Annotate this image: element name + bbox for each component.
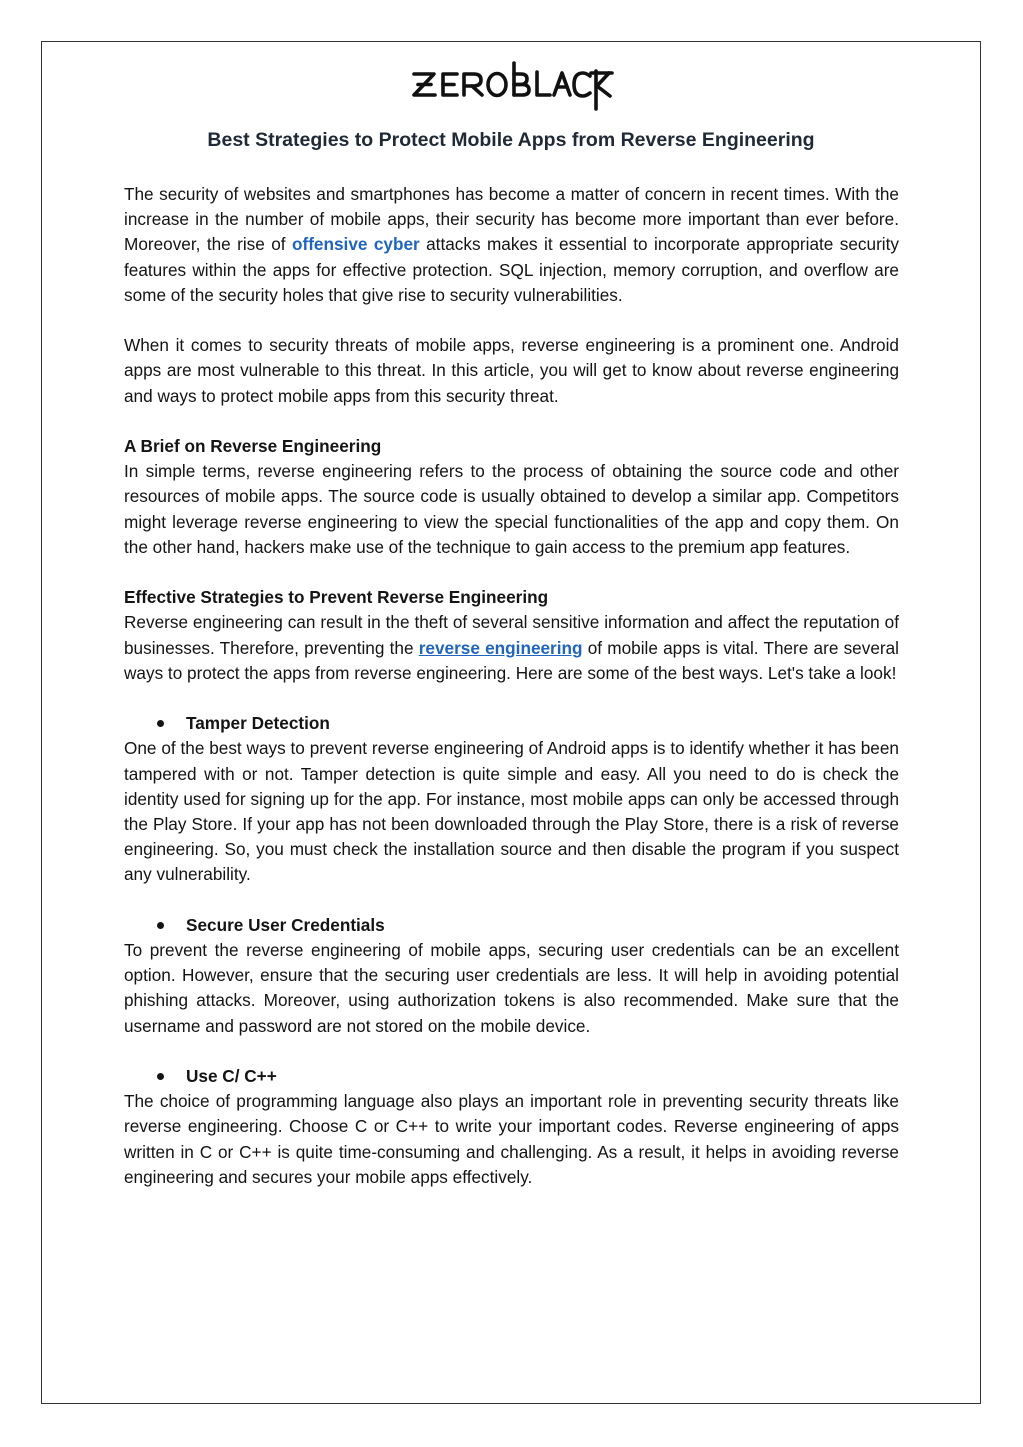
- zeroblack-logo-icon: [408, 58, 616, 114]
- bullet-heading-secure-credentials: [124, 913, 899, 938]
- strategies-text-before: Reverse engineering can result in the theft of several sensitive information and affect the reputation of businesses. Therefore, preventing the: [124, 612, 899, 658]
- bullet-icon: [157, 1073, 164, 1080]
- reverse-engineering-link[interactable]: reverse engineering: [418, 637, 583, 658]
- article-body: [124, 182, 899, 1190]
- offensive-cyber-link[interactable]: offensive cyber: [291, 234, 420, 255]
- strategies-text-after: of mobile apps is vital. There are several ways to protect the apps from reverse engineering. Here are some of the best ways. Let's take a look!: [124, 637, 899, 683]
- tamper-detection-paragraph: One of the best ways to prevent reverse engineering of Android apps is to identify whether it has been tampered with or not. Tamper detection is quite simple and easy. All you need to do is check the identity used for signing up for the app. For instance, most mobile apps can only be accessed through the Play Store. If your app has not been downloaded through the Play Store, there is a risk of reverse engineering. So, you must check the installation source and then disable the program if you suspect any vulnerability.: [124, 738, 899, 885]
- intro-paragraph-2: When it comes to security threats of mobile apps, reverse engineering is a prominent one. Android apps are most vulnerable to this threat. In this article, you will get to know about reverse engineering and ways to protect mobile apps from this security threat.: [124, 335, 899, 406]
- bullet-heading-label: Use C/ C++: [186, 1066, 277, 1087]
- intro-text-after: attacks makes it essential to incorporate appropriate security features within the apps for effective protection. SQL injection, memory corruption, and overflow are some of the security holes that give rise to security vulnerabilities.: [124, 234, 899, 305]
- bullet-heading-label: Secure User Credentials: [186, 914, 385, 935]
- bullet-icon: [157, 720, 164, 727]
- strategies-paragraph: [124, 610, 899, 686]
- intro-paragraph-1: [124, 182, 899, 308]
- section-heading-brief: A Brief on Reverse Engineering: [124, 436, 382, 456]
- brief-paragraph: In simple terms, reverse engineering refers to the process of obtaining the source code and other resources of mobile apps. The source code is usually obtained to develop a similar app. Competitors might leverage reverse engineering to view the special functionalities of the app and copy them. On the other hand, hackers make use of the technique to gain access to the premium app features.: [124, 461, 899, 557]
- section-heading-strategies: Effective Strategies to Prevent Reverse Engineering: [124, 587, 549, 608]
- use-c-cpp-paragraph: The choice of programming language also plays an important role in preventing security threats like reverse engineering. Choose C or C++ to write your important codes. Reverse engineering of apps written in C or C++ is quite time-consuming and challenging. As a result, it helps in avoiding reverse engineering and secures your mobile apps effectively.: [124, 1091, 899, 1187]
- bullet-heading-tamper-detection: [124, 711, 899, 736]
- secure-credentials-paragraph: To prevent the reverse engineering of mobile apps, securing user credentials can be an excellent option. However, ensure that the securing user credentials are less. It will help in avoiding potential phishing attacks. Moreover, using authorization tokens is also recommended. Make sure that the username and password are not stored on the mobile device.: [124, 940, 899, 1036]
- bullet-icon: [157, 922, 164, 929]
- bullet-heading-use-c-cpp: [124, 1064, 899, 1089]
- bullet-heading-label: Tamper Detection: [186, 713, 330, 734]
- intro-text-before: The security of websites and smartphones has become a matter of concern in recent times. With the increase in the number of mobile apps, their security has become more important than ever before. Moreover, the rise of: [124, 184, 899, 255]
- page-title: Best Strategies to Protect Mobile Apps from Reverse Engineering: [207, 129, 815, 151]
- zeroblack-logo: [408, 58, 616, 114]
